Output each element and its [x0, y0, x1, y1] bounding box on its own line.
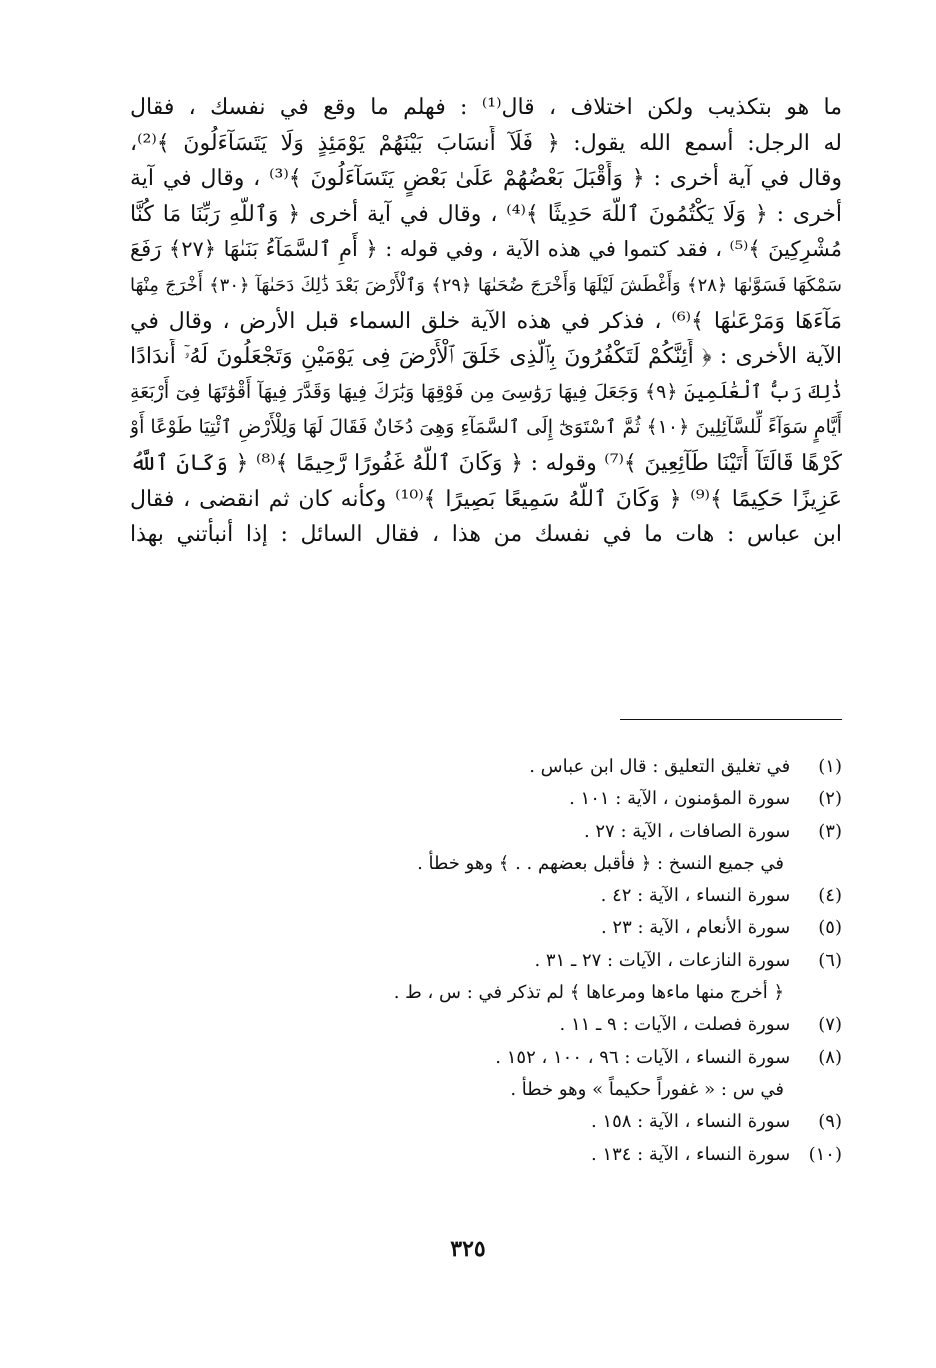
- footnote-text: سورة النساء ، الآية : ١٥٨ .: [590, 1111, 791, 1133]
- footnote-note-text: ﴿ أخرج منها ماءها ومرعاها ﴾ لم تذكر في : س ، ط .: [393, 982, 784, 1004]
- footnote-number: (١): [818, 756, 842, 777]
- footnote-note-text: في جميع النسخ : ﴿ فأقبل بعضهم . . ﴾ وهو خطأ .: [417, 852, 784, 874]
- footnote-number: (١٠): [808, 1143, 842, 1165]
- footnote-10: [200, 1139, 842, 1171]
- main-text-block: [130, 90, 842, 553]
- footnote-7: [200, 1009, 842, 1041]
- footnote-number: (٤): [818, 885, 842, 907]
- footnote-text: سورة المؤمنون ، الآية : ١٠١ .: [569, 788, 791, 810]
- text-line-10: أَيَّامٍ سَوَآءً لِّلسَّآئِلِينَ ﴿١٠﴾ ثُمَّ ٱسْتَوَىٰٓ إِلَى ٱلسَّمَآءِ وَهِىَ دُخَانٌ فَقَالَ لَهَا وَلِلْأَرْضِ ٱئْتِيَا طَوْعًا أَوْ: [130, 416, 842, 439]
- footnote-1: [200, 751, 842, 783]
- footnote-6-note: [200, 977, 842, 1009]
- footnote-number: (٧): [818, 1014, 842, 1036]
- footnote-9: [200, 1106, 842, 1138]
- footnote-text: سورة النساء ، الآية : ٤٢ .: [600, 885, 791, 907]
- footnote-text: سورة فصلت ، الآيات : ٩ ـ ١١ .: [559, 1014, 791, 1036]
- footnote-8: [200, 1042, 842, 1074]
- footnote-note-text: في س : « غفوراً حكيماً » وهو خطأ .: [510, 1078, 784, 1100]
- text-line-4: أخرى : ﴿ وَلَا يَكْتُمُونَ ٱللَّهَ حَدِيثًا ﴾⁽⁴⁾ ، وقال في آية أخرى ﴿ وَٱللَّهِ رَبِّنَا مَا كُنَّا: [130, 201, 842, 227]
- footnote-3: [200, 816, 842, 848]
- text-line-5: مُشْرِكِينَ ﴾⁽⁵⁾ ، فقد كتموا في هذه الآية ، وفي قوله : ﴿ أَمِ ٱلسَّمَآءُ بَنَىٰهَا ﴿٢٧﴾ رَفَعَ: [130, 237, 842, 262]
- text-line-9: ذَٰلِكَ رَبُّ ٱلْعَٰلَمِينَ ﴿٩﴾ وَجَعَلَ فِيهَا رَوَٰسِىَ مِن فَوْقِهَا وَبَٰرَكَ فِيهَا وَقَدَّرَ فِيهَآ أَقْوَٰتَهَا فِىٓ أَرْبَعَةِ: [130, 380, 842, 403]
- footnote-number: (٥): [818, 917, 842, 939]
- footnotes-block: [200, 751, 842, 1171]
- footnote-2: [200, 783, 842, 815]
- footnote-text: سورة النساء ، الآيات : ٩٦ ، ١٠٠ ، ١٥٢ .: [495, 1046, 791, 1068]
- text-line-12: عَزِيزًا حَكِيمًا ﴾⁽⁹⁾ ﴿ وَكَانَ ٱللَّهُ سَمِيعًا بَصِيرًا ﴾⁽¹⁰⁾ وكأنه كان ثم انقضى ، فقال: [130, 486, 842, 512]
- footnote-6: [200, 945, 842, 977]
- footnote-text: في تغليق التعليق : قال ابن عباس .: [529, 756, 791, 777]
- footnote-number: (٢): [818, 788, 842, 810]
- footnote-text: سورة النازعات ، الآيات : ٢٧ ـ ٣١ .: [534, 949, 791, 971]
- footnote-4: [200, 880, 842, 912]
- footnote-number: (٨): [818, 1046, 842, 1068]
- footnote-text: سورة الأنعام ، الآية : ٢٣ .: [600, 917, 791, 939]
- footnote-3-note: [200, 848, 842, 880]
- footnote-5: [200, 912, 842, 944]
- page-number: ٣٢٥: [450, 1236, 486, 1262]
- footnote-number: (٦): [818, 949, 842, 971]
- footnote-number: (٩): [818, 1111, 842, 1133]
- text-line-8: الآية الأخرى : ﴿ أَئِنَّكُمْ لَتَكْفُرُونَ بِٱلَّذِى خَلَقَ ٱلْأَرْضَ فِى يَوْمَيْنِ وَتَجْعَلُونَ لَهُۥٓ أَندَادًا: [130, 344, 842, 370]
- text-line-13: ابن عباس : هات ما في نفسك من هذا ، فقال السائل : إذا أنبأتني بهذا: [130, 522, 842, 548]
- text-line-2: له الرجل: أسمع الله يقول: ﴿ فَلَآ أَنسَابَ بَيْنَهُمْ يَوْمَئِذٍ وَلَا يَتَسَآءَلُونَ ﴾⁽²⁾،: [130, 130, 842, 156]
- text-line-1: ما هو بتكذيب ولكن اختلاف ، قال⁽¹⁾ : فهلم ما وقع في نفسك ، فقال: [130, 95, 842, 120]
- text-line-6: سَمْكَهَا فَسَوَّىٰهَا ﴿٢٨﴾ وَأَغْطَشَ لَيْلَهَا وَأَخْرَجَ ضُحَىٰهَا ﴿٢٩﴾ وَٱلْأَرْضَ بَعْدَ ذَٰلِكَ دَحَىٰهَآ ﴿٣٠﴾ أَخْرَجَ مِنْهَا: [130, 274, 842, 296]
- footnote-separator: [620, 719, 842, 720]
- footnote-8-note: [200, 1074, 842, 1106]
- text-line-3: وقال في آية أخرى : ﴿ وَأَقْبَلَ بَعْضُهُمْ عَلَىٰ بَعْضٍ يَتَسَآءَلُونَ ﴾⁽³⁾ ، وقال في آية: [130, 166, 842, 192]
- text-line-7: مَآءَهَا وَمَرْعَىٰهَا ﴾⁽⁶⁾ ، فذكر في هذه الآية خلق السماء قبل الأرض ، وقال في: [130, 308, 842, 334]
- footnote-text: سورة النساء ، الآية : ١٣٤ .: [590, 1143, 791, 1165]
- footnote-number: (٣): [818, 820, 842, 842]
- footnote-text: سورة الصافات ، الآية : ٢٧ .: [583, 820, 791, 842]
- text-line-11: كَرْهًا قَالَتَآ أَتَيْنَا طَآئِعِينَ ﴾⁽⁷⁾ وقوله : ﴿ وَكَانَ ٱللَّهُ غَفُورًا رَّحِيمًا ﴾⁽⁸⁾ ﴿ وَكَانَ ٱللَّهُ: [130, 450, 842, 476]
